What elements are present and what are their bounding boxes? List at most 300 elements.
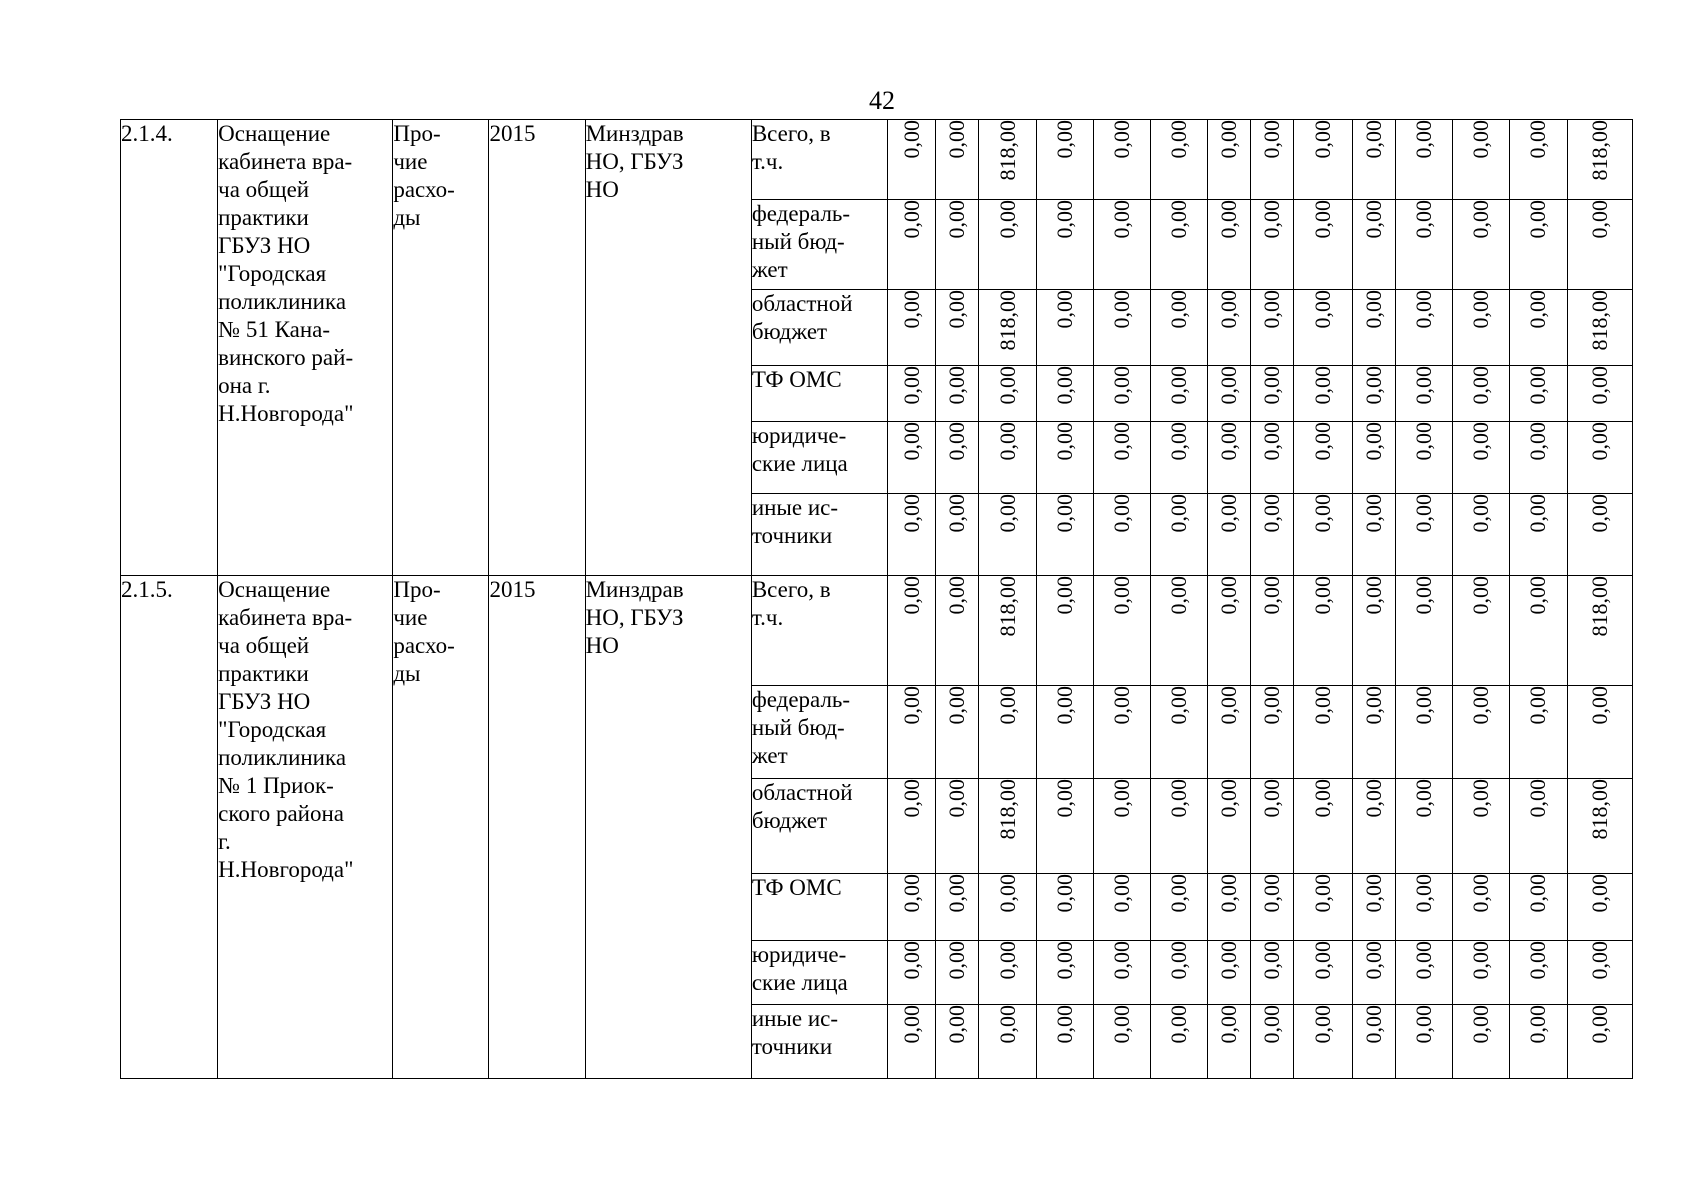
amount-cell — [1509, 874, 1567, 941]
amount-value: 0,00 — [1467, 874, 1493, 913]
amount-value: 0,00 — [898, 290, 924, 329]
amount-cell — [1509, 779, 1567, 874]
amount-cell — [1294, 366, 1352, 422]
funding-source: областной бюджет — [751, 290, 887, 366]
amount-cell — [1094, 941, 1151, 1005]
amount-cell — [1208, 779, 1251, 874]
amount-value: 0,00 — [1052, 941, 1078, 980]
amount-value: 0,00 — [1410, 200, 1436, 239]
amount-value: 0,00 — [898, 576, 924, 615]
amount-cell — [1567, 686, 1632, 779]
amount-cell — [887, 576, 935, 686]
amount-cell — [936, 941, 979, 1005]
amount-value: 0,00 — [1166, 1005, 1192, 1044]
item-code: 2.1.4. — [121, 120, 218, 576]
amount-value: 0,00 — [994, 494, 1020, 533]
amount-value: 0,00 — [898, 494, 924, 533]
amount-value: 0,00 — [1216, 366, 1242, 405]
amount-cell — [1352, 120, 1395, 200]
amount-cell — [1509, 941, 1567, 1005]
amount-value: 0,00 — [1216, 494, 1242, 533]
amount-cell — [1094, 494, 1151, 576]
amount-cell — [936, 366, 979, 422]
amount-value: 0,00 — [994, 874, 1020, 913]
amount-value: 0,00 — [1309, 422, 1335, 461]
amount-value: 0,00 — [1309, 686, 1335, 725]
amount-value: 0,00 — [1410, 576, 1436, 615]
amount-cell — [1567, 366, 1632, 422]
amount-value: 0,00 — [994, 422, 1020, 461]
amount-cell — [1294, 686, 1352, 779]
amount-value: 0,00 — [944, 120, 970, 159]
amount-value: 0,00 — [1259, 366, 1285, 405]
amount-value: 0,00 — [1360, 941, 1386, 980]
amount-value: 0,00 — [1410, 422, 1436, 461]
amount-cell — [1452, 1005, 1509, 1079]
amount-cell — [1452, 290, 1509, 366]
amount-value: 0,00 — [898, 1005, 924, 1044]
amount-cell — [1352, 366, 1395, 422]
amount-value: 0,00 — [1525, 366, 1551, 405]
amount-cell — [1251, 366, 1294, 422]
amount-cell — [1294, 576, 1352, 686]
amount-value: 0,00 — [1525, 200, 1551, 239]
amount-value: 0,00 — [898, 120, 924, 159]
item-code: 2.1.5. — [121, 576, 218, 1079]
amount-value: 0,00 — [1525, 422, 1551, 461]
amount-cell — [887, 290, 935, 366]
amount-cell — [979, 941, 1037, 1005]
page-number: 42 — [869, 86, 895, 115]
amount-cell — [1352, 422, 1395, 494]
amount-cell — [1094, 874, 1151, 941]
amount-cell — [1509, 366, 1567, 422]
amount-cell — [979, 120, 1037, 200]
funding-source: юридиче- ские лица — [751, 941, 887, 1005]
amount-value: 0,00 — [898, 686, 924, 725]
amount-value: 0,00 — [1360, 200, 1386, 239]
amount-value: 0,00 — [1467, 686, 1493, 725]
amount-cell — [936, 120, 979, 200]
amount-value: 0,00 — [994, 941, 1020, 980]
amount-value: 0,00 — [1309, 200, 1335, 239]
amount-cell — [1037, 874, 1094, 941]
amount-cell — [1567, 422, 1632, 494]
amount-cell — [1567, 494, 1632, 576]
amount-cell — [1509, 1005, 1567, 1079]
amount-cell — [1251, 200, 1294, 290]
amount-value: 0,00 — [1216, 422, 1242, 461]
amount-value: 0,00 — [944, 494, 970, 533]
amount-cell — [979, 576, 1037, 686]
amount-value: 0,00 — [1166, 576, 1192, 615]
amount-cell — [1037, 200, 1094, 290]
amount-cell — [1352, 686, 1395, 779]
amount-cell — [1251, 120, 1294, 200]
amount-cell — [1151, 874, 1208, 941]
amount-cell — [1567, 874, 1632, 941]
amount-value: 0,00 — [898, 874, 924, 913]
amount-value: 0,00 — [1467, 290, 1493, 329]
amount-cell — [936, 1005, 979, 1079]
amount-cell — [1395, 1005, 1452, 1079]
amount-value: 0,00 — [1259, 874, 1285, 913]
amount-cell — [979, 874, 1037, 941]
item-name: Оснащение кабинета вра- ча общей практики ГБУЗ НО "Городская поликлиника № 51 Кана- винского рай- она г. Н.Новгорода" — [218, 120, 393, 576]
amount-cell — [1037, 1005, 1094, 1079]
amount-value: 0,00 — [944, 941, 970, 980]
item-name: Оснащение кабинета вра- ча общей практики ГБУЗ НО "Городская поликлиника № 1 Приок- ского района г. Н.Новгорода" — [218, 576, 393, 1079]
amount-value: 0,00 — [1360, 874, 1386, 913]
amount-cell — [1395, 686, 1452, 779]
amount-value: 0,00 — [994, 366, 1020, 405]
amount-value: 0,00 — [898, 366, 924, 405]
amount-value: 0,00 — [1259, 200, 1285, 239]
amount-value: 0,00 — [1166, 779, 1192, 818]
amount-cell — [1151, 941, 1208, 1005]
amount-cell — [1151, 576, 1208, 686]
amount-value: 0,00 — [1586, 941, 1612, 980]
amount-cell — [887, 779, 935, 874]
amount-cell — [1395, 779, 1452, 874]
amount-value: 0,00 — [1525, 290, 1551, 329]
amount-cell — [1094, 290, 1151, 366]
amount-value: 0,00 — [1360, 422, 1386, 461]
amount-cell — [1208, 686, 1251, 779]
item-year: 2015 — [489, 120, 585, 576]
amount-value: 0,00 — [1309, 941, 1335, 980]
amount-cell — [1452, 779, 1509, 874]
funding-source: юридиче- ские лица — [751, 422, 887, 494]
amount-cell — [1037, 422, 1094, 494]
amount-cell — [1352, 290, 1395, 366]
amount-cell — [1452, 200, 1509, 290]
amount-cell — [887, 120, 935, 200]
amount-value: 0,00 — [1360, 1005, 1386, 1044]
amount-value: 0,00 — [898, 779, 924, 818]
amount-cell — [887, 686, 935, 779]
expense-type: Про- чие расхо- ды — [393, 120, 489, 576]
amount-cell — [1509, 200, 1567, 290]
amount-cell — [1251, 576, 1294, 686]
amount-cell — [979, 366, 1037, 422]
amount-value: 0,00 — [1109, 1005, 1135, 1044]
amount-cell — [1395, 290, 1452, 366]
amount-value: 0,00 — [1052, 366, 1078, 405]
amount-value: 0,00 — [1309, 120, 1335, 159]
amount-cell — [1294, 941, 1352, 1005]
amount-cell — [1452, 422, 1509, 494]
amount-cell — [1509, 686, 1567, 779]
amount-value: 0,00 — [1216, 120, 1242, 159]
amount-cell — [1151, 494, 1208, 576]
amount-value: 0,00 — [1309, 1005, 1335, 1044]
amount-value: 0,00 — [1467, 779, 1493, 818]
amount-cell — [936, 200, 979, 290]
amount-value: 0,00 — [1309, 874, 1335, 913]
amount-value: 0,00 — [1052, 200, 1078, 239]
amount-cell — [1208, 941, 1251, 1005]
amount-cell — [1251, 874, 1294, 941]
amount-value: 0,00 — [1166, 941, 1192, 980]
amount-cell — [936, 686, 979, 779]
amount-cell — [887, 941, 935, 1005]
amount-value: 0,00 — [944, 686, 970, 725]
amount-value: 0,00 — [1525, 779, 1551, 818]
amount-value: 0,00 — [1586, 874, 1612, 913]
amount-cell — [1294, 494, 1352, 576]
amount-cell — [1251, 494, 1294, 576]
amount-cell — [1151, 779, 1208, 874]
amount-cell — [1452, 686, 1509, 779]
amount-cell — [1208, 290, 1251, 366]
amount-cell — [1352, 779, 1395, 874]
amount-cell — [1395, 422, 1452, 494]
amount-value: 0,00 — [944, 422, 970, 461]
amount-value: 0,00 — [1525, 874, 1551, 913]
amount-value: 818,00 — [1586, 576, 1612, 637]
amount-cell — [887, 494, 935, 576]
amount-cell — [1567, 941, 1632, 1005]
amount-cell — [1567, 576, 1632, 686]
amount-cell — [1509, 120, 1567, 200]
amount-cell — [1208, 200, 1251, 290]
amount-value: 0,00 — [1410, 290, 1436, 329]
amount-cell — [1037, 576, 1094, 686]
amount-cell — [1208, 1005, 1251, 1079]
amount-cell — [1037, 941, 1094, 1005]
amount-value: 0,00 — [1360, 686, 1386, 725]
amount-value: 0,00 — [1109, 494, 1135, 533]
amount-value: 0,00 — [1259, 941, 1285, 980]
amount-value: 0,00 — [1052, 422, 1078, 461]
amount-value: 0,00 — [944, 366, 970, 405]
amount-cell — [1352, 874, 1395, 941]
amount-cell — [979, 1005, 1037, 1079]
funding-source: федераль- ный бюд- жет — [751, 686, 887, 779]
amount-cell — [1151, 120, 1208, 200]
amount-value: 0,00 — [1166, 290, 1192, 329]
amount-value: 0,00 — [1166, 422, 1192, 461]
amount-cell — [1395, 120, 1452, 200]
amount-value: 0,00 — [1216, 1005, 1242, 1044]
amount-value: 0,00 — [898, 941, 924, 980]
budget-table — [120, 119, 1633, 1079]
funding-source: Всего, в т.ч. — [751, 576, 887, 686]
amount-cell — [1509, 422, 1567, 494]
amount-value: 0,00 — [1216, 200, 1242, 239]
amount-value: 0,00 — [1410, 874, 1436, 913]
amount-cell — [1452, 576, 1509, 686]
amount-cell — [1094, 686, 1151, 779]
funding-source: ТФ ОМС — [751, 366, 887, 422]
amount-value: 0,00 — [944, 576, 970, 615]
amount-cell — [1094, 576, 1151, 686]
amount-value: 0,00 — [1586, 1005, 1612, 1044]
amount-value: 0,00 — [1216, 779, 1242, 818]
amount-value: 0,00 — [1586, 422, 1612, 461]
amount-value: 0,00 — [1467, 576, 1493, 615]
amount-value: 0,00 — [1467, 366, 1493, 405]
amount-value: 0,00 — [1166, 200, 1192, 239]
amount-value: 0,00 — [1216, 941, 1242, 980]
amount-value: 0,00 — [1309, 779, 1335, 818]
amount-cell — [1452, 366, 1509, 422]
amount-cell — [1251, 1005, 1294, 1079]
amount-cell — [979, 200, 1037, 290]
amount-value: 0,00 — [1586, 686, 1612, 725]
amount-value: 0,00 — [1052, 779, 1078, 818]
amount-cell — [1452, 494, 1509, 576]
amount-cell — [936, 576, 979, 686]
amount-cell — [1294, 200, 1352, 290]
amount-cell — [1294, 779, 1352, 874]
amount-value: 0,00 — [1467, 941, 1493, 980]
amount-value: 0,00 — [1467, 120, 1493, 159]
amount-value: 0,00 — [1525, 1005, 1551, 1044]
item-executor: Минздрав НО, ГБУЗ НО — [585, 120, 751, 576]
amount-cell — [1037, 494, 1094, 576]
amount-value: 0,00 — [1259, 779, 1285, 818]
amount-cell — [887, 874, 935, 941]
amount-cell — [1395, 576, 1452, 686]
amount-cell — [1452, 120, 1509, 200]
amount-cell — [1037, 290, 1094, 366]
amount-value: 0,00 — [1259, 494, 1285, 533]
amount-cell — [979, 290, 1037, 366]
amount-value: 0,00 — [1216, 686, 1242, 725]
amount-value: 818,00 — [1586, 120, 1612, 181]
item-executor: Минздрав НО, ГБУЗ НО — [585, 576, 751, 1079]
amount-value: 818,00 — [994, 576, 1020, 637]
funding-source: ТФ ОМС — [751, 874, 887, 941]
amount-value: 0,00 — [1166, 366, 1192, 405]
amount-value: 0,00 — [1467, 422, 1493, 461]
amount-cell — [1151, 422, 1208, 494]
amount-value: 0,00 — [994, 200, 1020, 239]
amount-value: 0,00 — [1525, 494, 1551, 533]
amount-value: 0,00 — [1216, 290, 1242, 329]
amount-value: 0,00 — [1109, 941, 1135, 980]
amount-value: 0,00 — [944, 779, 970, 818]
amount-cell — [1509, 576, 1567, 686]
amount-value: 0,00 — [1166, 874, 1192, 913]
amount-cell — [1352, 941, 1395, 1005]
amount-value: 0,00 — [1360, 576, 1386, 615]
amount-value: 0,00 — [1410, 941, 1436, 980]
amount-cell — [887, 1005, 935, 1079]
amount-cell — [1452, 941, 1509, 1005]
amount-cell — [1151, 686, 1208, 779]
amount-cell — [1567, 290, 1632, 366]
amount-cell — [1208, 874, 1251, 941]
amount-cell — [979, 779, 1037, 874]
amount-value: 818,00 — [994, 779, 1020, 840]
amount-cell — [1352, 200, 1395, 290]
amount-value: 0,00 — [1109, 290, 1135, 329]
amount-cell — [1251, 686, 1294, 779]
amount-cell — [1094, 200, 1151, 290]
amount-cell — [1037, 120, 1094, 200]
amount-cell — [1208, 494, 1251, 576]
amount-value: 0,00 — [1360, 120, 1386, 159]
amount-value: 0,00 — [1586, 366, 1612, 405]
amount-cell — [1251, 422, 1294, 494]
amount-cell — [1251, 290, 1294, 366]
amount-cell — [1567, 1005, 1632, 1079]
expense-type: Про- чие расхо- ды — [393, 576, 489, 1079]
funding-source: федераль- ный бюд- жет — [751, 200, 887, 290]
amount-value: 0,00 — [1525, 576, 1551, 615]
amount-cell — [1094, 779, 1151, 874]
amount-value: 818,00 — [1586, 290, 1612, 351]
amount-cell — [887, 200, 935, 290]
amount-cell — [936, 779, 979, 874]
amount-value: 0,00 — [1259, 1005, 1285, 1044]
amount-cell — [1251, 941, 1294, 1005]
amount-cell — [1567, 120, 1632, 200]
amount-cell — [1094, 120, 1151, 200]
amount-cell — [936, 874, 979, 941]
amount-value: 0,00 — [1259, 686, 1285, 725]
amount-value: 818,00 — [994, 120, 1020, 181]
amount-value: 0,00 — [1360, 494, 1386, 533]
amount-cell — [1094, 1005, 1151, 1079]
amount-value: 0,00 — [1166, 494, 1192, 533]
amount-cell — [1395, 494, 1452, 576]
amount-value: 0,00 — [1109, 120, 1135, 159]
amount-cell — [1567, 779, 1632, 874]
amount-cell — [1037, 779, 1094, 874]
funding-source: Всего, в т.ч. — [751, 120, 887, 200]
amount-value: 0,00 — [1410, 366, 1436, 405]
amount-value: 0,00 — [1360, 366, 1386, 405]
amount-value: 0,00 — [1109, 366, 1135, 405]
amount-value: 0,00 — [1309, 494, 1335, 533]
amount-value: 818,00 — [1586, 779, 1612, 840]
amount-value: 0,00 — [1467, 494, 1493, 533]
amount-value: 0,00 — [1525, 686, 1551, 725]
amount-value: 0,00 — [1109, 576, 1135, 615]
amount-value: 0,00 — [898, 422, 924, 461]
amount-value: 0,00 — [1309, 290, 1335, 329]
amount-cell — [1151, 366, 1208, 422]
amount-cell — [1294, 422, 1352, 494]
amount-value: 0,00 — [1525, 941, 1551, 980]
amount-value: 0,00 — [1586, 494, 1612, 533]
amount-cell — [1094, 366, 1151, 422]
amount-cell — [1395, 874, 1452, 941]
amount-cell — [1151, 290, 1208, 366]
amount-cell — [1509, 494, 1567, 576]
amount-value: 0,00 — [1052, 494, 1078, 533]
amount-cell — [1352, 576, 1395, 686]
amount-cell — [1294, 120, 1352, 200]
amount-cell — [1094, 422, 1151, 494]
amount-cell — [979, 494, 1037, 576]
amount-value: 0,00 — [1259, 290, 1285, 329]
amount-value: 0,00 — [1052, 120, 1078, 159]
amount-value: 0,00 — [1360, 779, 1386, 818]
funding-source: иные ис- точники — [751, 1005, 887, 1079]
amount-value: 0,00 — [1052, 686, 1078, 725]
amount-cell — [1509, 290, 1567, 366]
amount-value: 0,00 — [1109, 200, 1135, 239]
amount-cell — [1352, 1005, 1395, 1079]
amount-cell — [1208, 422, 1251, 494]
amount-value: 0,00 — [1109, 686, 1135, 725]
amount-cell — [1037, 686, 1094, 779]
